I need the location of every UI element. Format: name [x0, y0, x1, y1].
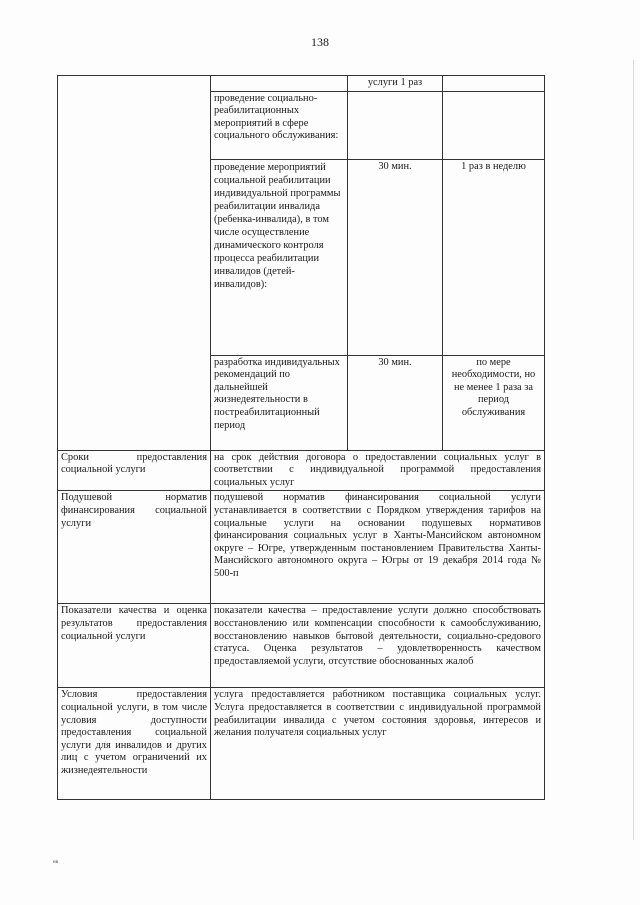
table-cell-activity: проведение социально-реабилитационных мероприятий в сфере социального обслуживания:	[211, 91, 348, 159]
table-cell	[348, 91, 443, 159]
row-value-terms: на срок действия договора о предоставлении социальных услуг в соответствии с индивидуальной программой предоставления социальных услуг	[211, 450, 545, 491]
row-value-norm: подушевой норматив финансирования социальной услуги устанавливается в соответствии с Порядком утверждения тарифов на социальные услуги на основании подушевых нормативов финансирования социальных услуг в Ханты-Мансийском автономном округе – Югре, утвержденным постановлением Правительства Ханты-Мансийского автономного округа – Югры от 19 декабря 2014 года № 500-п	[211, 491, 545, 604]
row-label-terms: Сроки предоставления социальной услуги	[58, 450, 211, 491]
footer-mark: нв	[53, 860, 59, 865]
service-table	[57, 75, 545, 800]
table-cell	[443, 76, 545, 92]
row-label-quality: Показатели качества и оценка результатов предоставления социальной услуги	[58, 604, 211, 688]
table-row	[58, 76, 545, 92]
table-row	[58, 491, 545, 604]
table-cell-time: 30 мин.	[348, 355, 443, 450]
table-cell-frequency: 1 раз в неделю	[443, 159, 545, 355]
table-cell-activity: разработка индивидуальных рекомендаций по дальнейшей жизнедеятельности в постреабилитационный период	[211, 355, 348, 450]
table-row	[58, 688, 545, 800]
row-value-conditions: услуга предоставляется работником поставщика социальных услуг. Услуга предоставляется в соответствии с индивидуальной программой реабилитации инвалида с учетом состояния здоровья, интересов и желания получателя социальных услуг	[211, 688, 545, 800]
table-cell	[211, 76, 348, 92]
table-cell	[58, 76, 211, 451]
table-row	[58, 450, 545, 491]
table-cell-frequency: по мере необходимости, но не менее 1 раза за период обслуживания	[443, 355, 545, 450]
table-cell-activity: проведение мероприятий социальной реабилитации индивидуальной программы реабилитации инвалида (ребенка-инвалида), в том числе осуществление динамического контроля процесса реабилитации инвалидов (детей-инвалидов):	[211, 159, 348, 355]
table-cell	[443, 91, 545, 159]
table-cell-time: услуги 1 раз	[348, 76, 443, 92]
table-cell-time: 30 мин.	[348, 159, 443, 355]
row-value-quality: показатели качества – предоставление услуги должно способствовать восстановлению или компенсации способности к самообслуживанию, восстановлению навыков бытовой деятельности, социально-средового статуса. Оценка результатов – удовлетворенность качеством предоставляемой услуги, отсутствие обоснованных жалоб	[211, 604, 545, 688]
table-row	[58, 604, 545, 688]
page-number: 138	[311, 35, 329, 49]
row-label-conditions: Условия предоставления социальной услуги, в том числе условия доступности предоставления социальной услуги для инвалидов и других лиц с учетом ограничений их жизнедеятельности	[58, 688, 211, 800]
row-label-norm: Подушевой норматив финансирования социальной услуги	[58, 491, 211, 604]
page-edge-line	[633, 60, 634, 840]
